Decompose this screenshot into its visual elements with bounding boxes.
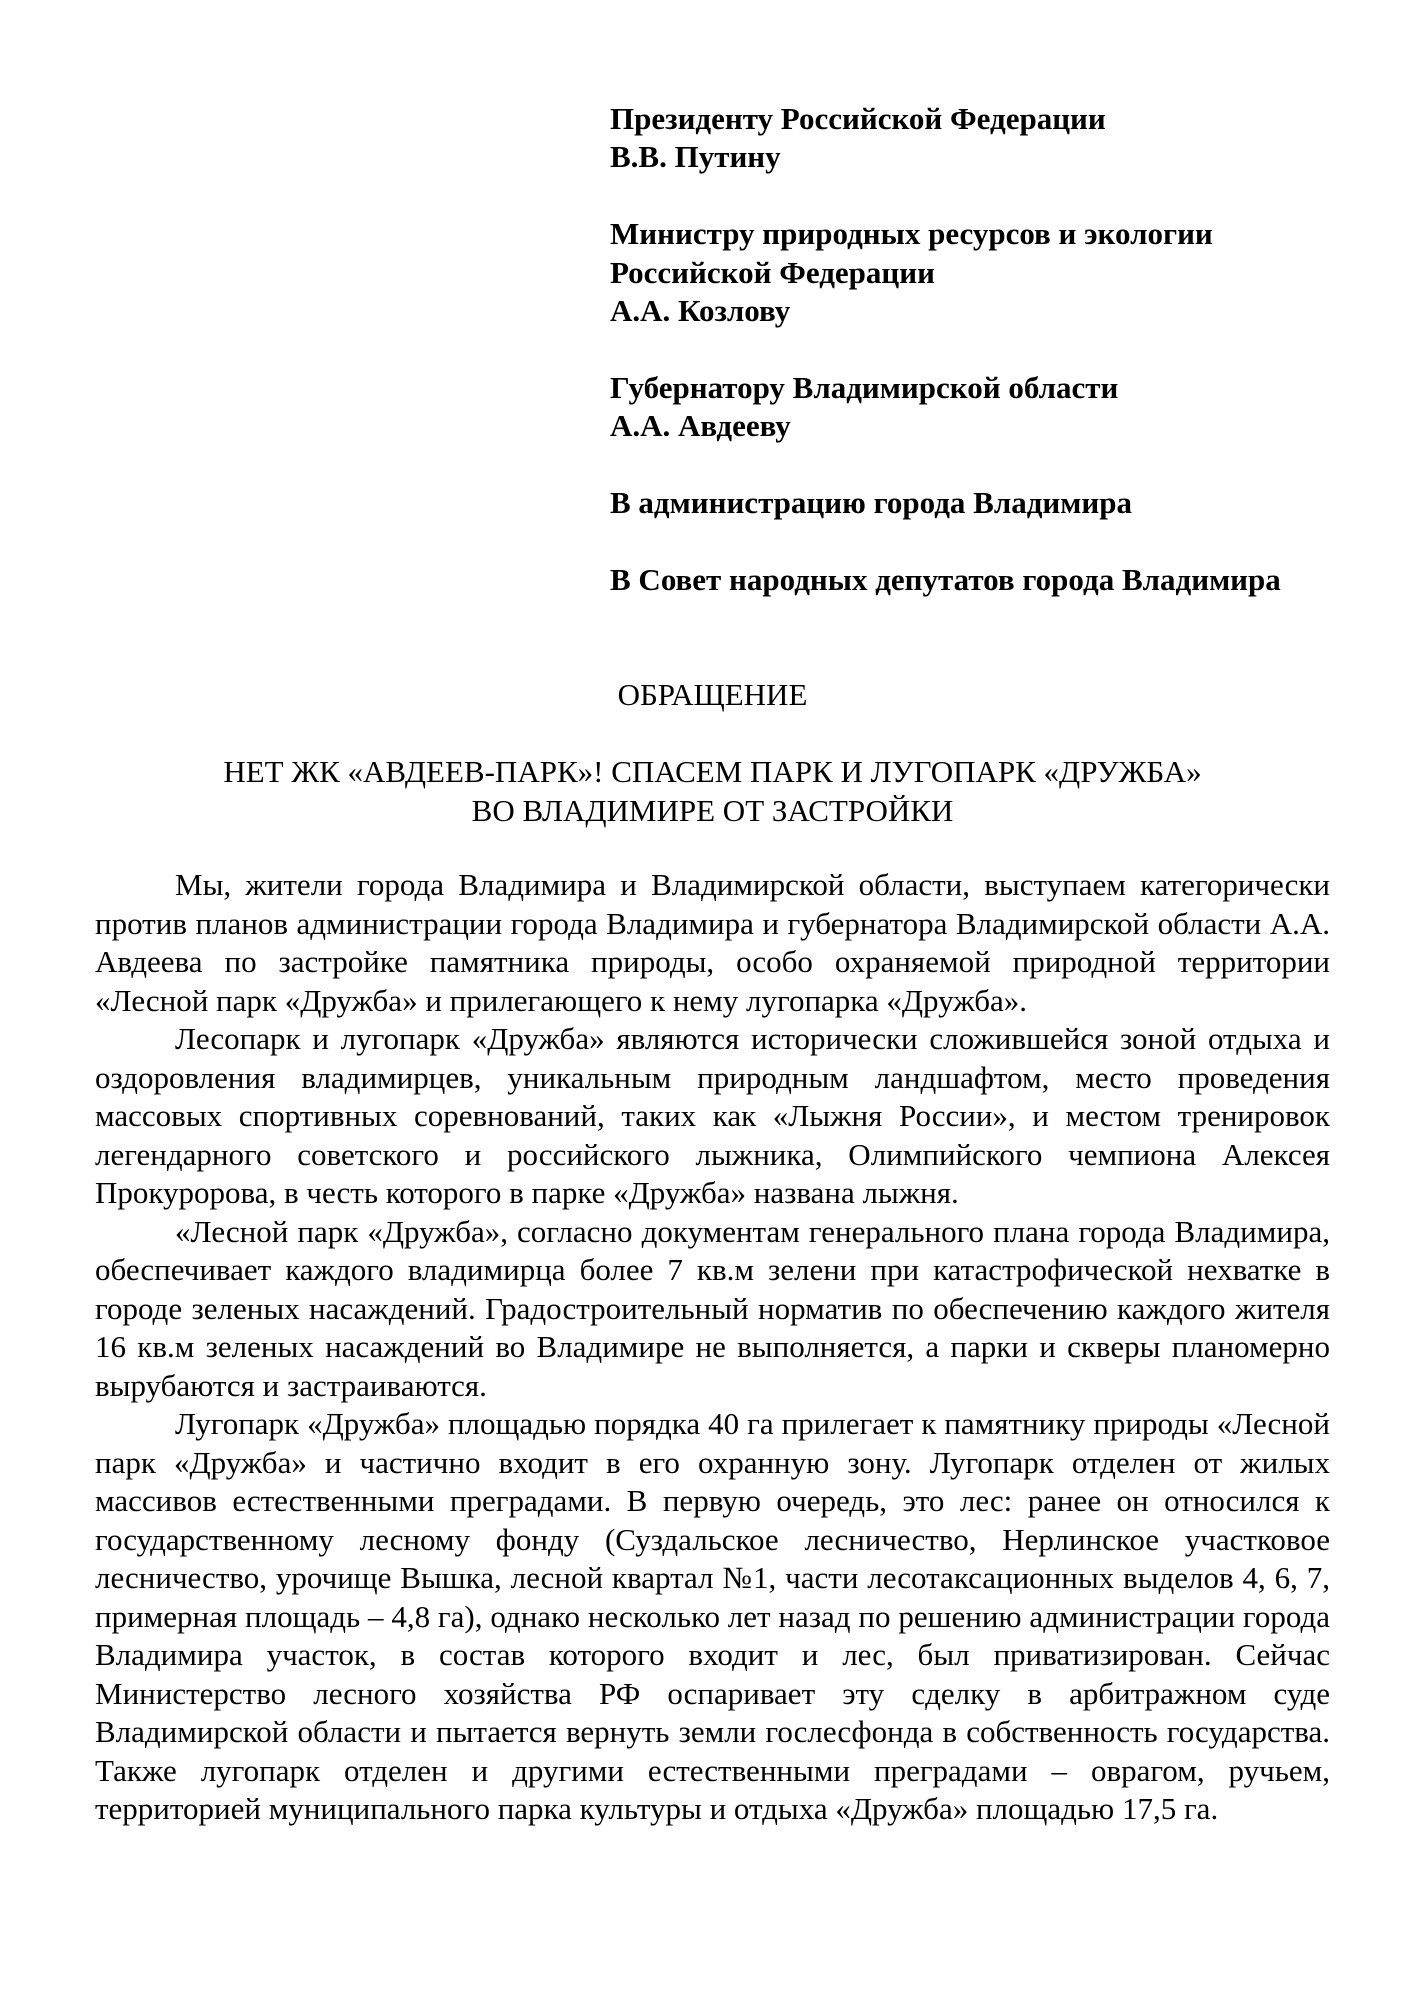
paragraph-1: Мы, жители города Владимира и Владимирской области, выступаем категорически против планов администрации города Владимира и губернатора Владимирской области А.А. Авдеева по застройке памятника природы, особо охраняемой природной территории «Лесной парк «Дружба» и прилегающего к нему лугопарка «Дружба». xyxy=(95,867,1330,1018)
recipient-line: Министру природных ресурсов и экологии xyxy=(610,216,1213,252)
recipient-line: В администрацию города Владимира xyxy=(610,485,1132,521)
headline-line-2: ВО ВЛАДИМИРЕ ОТ ЗАСТРОЙКИ xyxy=(471,792,954,828)
recipient-line: А.А. Авдееву xyxy=(610,408,791,444)
recipient-line: А.А. Козлову xyxy=(610,293,791,329)
recipient-line: В Совет народных депутатов города Владимира xyxy=(610,561,1281,597)
recipient-group-city-council xyxy=(610,561,1354,599)
recipient-group-minister xyxy=(610,215,1354,330)
recipient-line: Губернатору Владимирской области xyxy=(610,369,1119,405)
recipient-line: В.В. Путину xyxy=(610,139,781,175)
paragraph-3: «Лесной парк «Дружба», согласно документам генерального плана города Владимира, обеспечивает каждого владимирца более 7 кв.м зелени при катастрофической нехватке в городе зеленых насаждений. Градостроительный норматив по обеспечению каждого жителя 16 кв.м зеленых насаждений во Владимире не выполняется, а парки и скверы планомерно вырубаются и застраиваются. xyxy=(95,1213,1330,1403)
paragraph-2: Лесопарк и лугопарк «Дружба» являются исторически сложившейся зоной отдыха и оздоровления владимирцев, уникальным природным ландшафтом, место проведения массовых спортивных соревнований, таких как «Лыжня России», и местом тренировок легендарного советского и российского лыжника, Олимпийского чемпиона Алексея Прокуророва, в честь которого в парке «Дружба» названа лыжня. xyxy=(95,1021,1330,1210)
recipient-group-governor xyxy=(610,369,1354,446)
recipient-group-city-administration xyxy=(610,484,1354,522)
recipient-line: Президенту Российской Федерации xyxy=(610,101,1106,136)
body-text xyxy=(95,866,1330,1829)
title-block xyxy=(95,676,1330,830)
document-type-title: ОБРАЩЕНИЕ xyxy=(617,677,808,712)
addressee-block xyxy=(610,100,1354,599)
recipient-group-president xyxy=(610,100,1354,177)
headline xyxy=(95,753,1330,830)
headline-line-1: НЕТ ЖК «АВДЕЕВ-ПАРК»! СПАСЕМ ПАРК И ЛУГОПАРК «ДРУЖБА» xyxy=(223,754,1202,789)
paragraph-4: Лугопарк «Дружба» площадью порядка 40 га прилегает к памятнику природы «Лесной парк «Дружба» и частично входит в его охранную зону. Лугопарк отделен от жилых массивов естественными преградами. В первую очередь, это лес: ранее он относился к государственному лесному фонду (Суздальское лесничество, Нерлинское участковое лесничество, урочище Вышка, лесной квартал №1, части лесотаксационных выделов 4, 6, 7, примерная площадь – 4,8 га), однако несколько лет назад по решению администрации города Владимира участок, в состав которого входит и лес, был приватизирован. Сейчас Министерство лесного хозяйства РФ оспаривает эту сделку в арбитражном суде Владимирской области и пытается вернуть земли гослесфонда в собственность государства. Также лугопарк отделен и другими естественными преградами – оврагом, ручьем, территорией муниципального парка культуры и отдыха «Дружба» площадью 17,5 га. xyxy=(95,1406,1330,1826)
recipient-line: Российской Федерации xyxy=(610,254,935,290)
